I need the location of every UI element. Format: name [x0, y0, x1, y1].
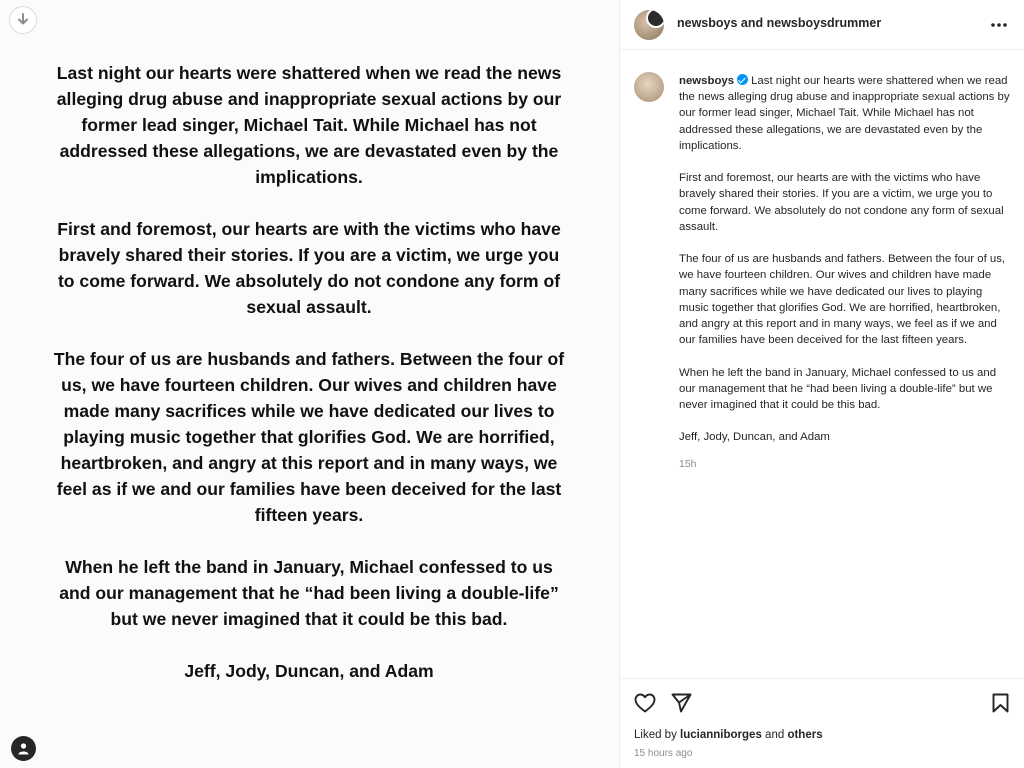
bookmark-icon [992, 693, 1009, 713]
post-actions [620, 678, 1024, 768]
more-options-button[interactable] [990, 12, 1008, 33]
statement-paragraph: First and foremost, our hearts are with the victims who have bravely shared their stories. If you are a victim, we urge you to come forward. We absolutely do not condone any form of sexual assault. [57, 219, 561, 317]
liked-by [634, 729, 823, 741]
statement-paragraph: The four of us are husbands and fathers. Between the four of us, we have fourteen children. Our wives and children have made many sacrifices while we have dedicated our lives to playing music together that glorifies God. We are horrified, heartbroken, and angry at this report and in many ways, we feel as if we and our families have been deceived for the last fifteen years. [53, 349, 565, 525]
header-accounts[interactable]: newsboys and newsboysdrummer [677, 16, 882, 30]
liked-by-and: and [765, 729, 785, 741]
header-avatar[interactable] [634, 10, 664, 40]
tagged-accounts-button[interactable] [11, 736, 36, 761]
liked-by-others[interactable]: others [787, 729, 823, 741]
verified-badge-icon [737, 74, 748, 85]
account-icon [17, 742, 30, 755]
caption-timestamp[interactable]: 15h [679, 457, 697, 470]
download-icon [16, 13, 30, 27]
caption-text: Last night our hearts were shattered when we read the news alleging drug abuse and inappropriate sexual actions by our former lead singer, Michael Tait. While Michael has not addressed these allegations, we are devastated even by the implications. [679, 75, 1010, 152]
statement-paragraph: When he left the band in January, Michael confessed to us and our management that he “had been living a double-life” but we never imagined that it could be this bad. [59, 557, 559, 629]
post-age[interactable]: 15 hours ago [634, 748, 693, 759]
statement-signature: Jeff, Jody, Duncan, and Adam [184, 661, 434, 681]
share-button[interactable] [669, 691, 693, 715]
caption-paragraph: First and foremost, our hearts are with the victims who have bravely shared their stories. If you are a victim, we urge you to come forward. We absolutely do not condone any form of sexual assault. [679, 172, 1004, 233]
heart-icon [634, 693, 656, 713]
post-header [620, 0, 1024, 50]
caption-paragraph: When he left the band in January, Michael confessed to us and our management that he “had been living a double-life” but we never imagined that it could be this bad. [679, 366, 997, 412]
save-button[interactable] [988, 691, 1012, 715]
caption-avatar[interactable] [634, 72, 664, 102]
caption-paragraph [679, 73, 1015, 154]
liked-by-prefix: Liked by [634, 729, 677, 741]
more-options-icon [990, 22, 1008, 28]
caption-username[interactable]: newsboys [679, 75, 735, 87]
post-side-panel [620, 0, 1024, 768]
download-button[interactable] [9, 6, 37, 34]
statement-paragraph: Last night our hearts were shattered when we read the news alleging drug abuse and inappropriate sexual actions by our former lead singer, Michael Tait. While Michael has not addressed these allegations, we are devastated even by the implications. [56, 63, 562, 187]
caption-paragraph: The four of us are husbands and fathers. Between the four of us, we have fourteen children. Our wives and children have made many sacrifices while we have dedicated our lives to playing music together that glorifies God. We are horrified, heartbroken, and angry at this report and in many ways, we feel as if we and our families have been deceived for the last fifteen years. [679, 253, 1006, 347]
like-button[interactable] [633, 691, 657, 715]
statement-text [50, 60, 568, 710]
liked-by-user[interactable]: lucianniborges [680, 729, 762, 741]
caption-signature: Jeff, Jody, Duncan, and Adam [679, 431, 830, 444]
caption [679, 73, 1015, 472]
paper-plane-icon [671, 693, 692, 713]
